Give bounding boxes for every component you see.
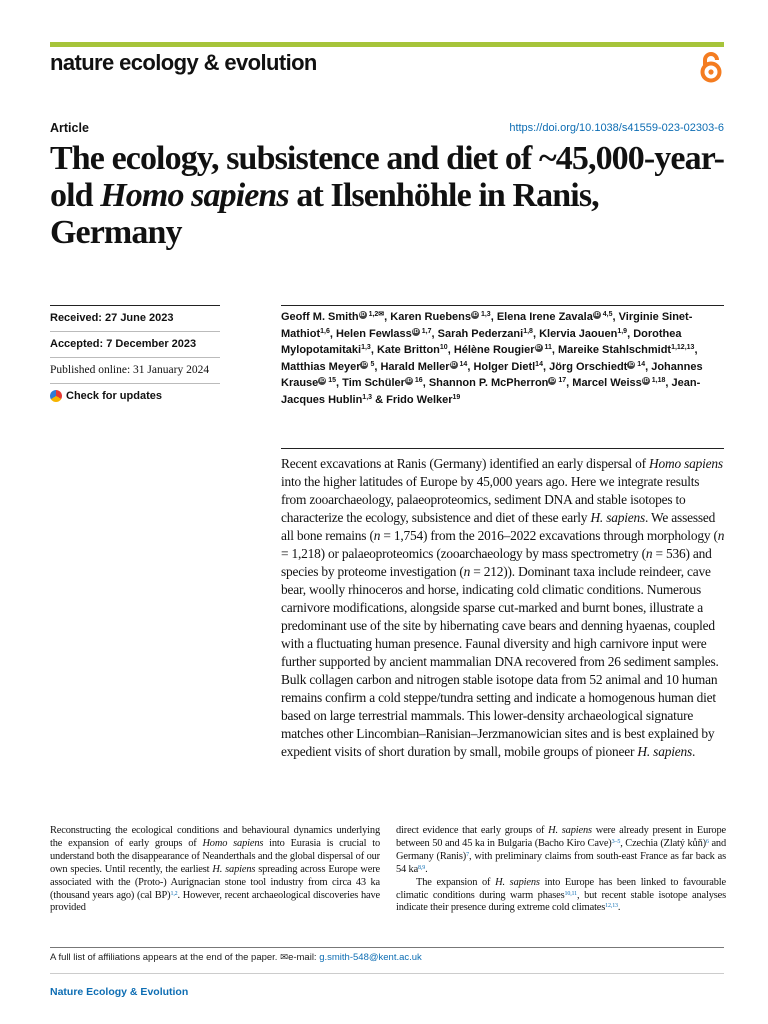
author-affiliation xyxy=(320,328,330,335)
citation-ref[interactable]: 10,11 xyxy=(564,890,578,897)
author-name: Jean-Jacques Hublin xyxy=(281,377,701,406)
citation-ref[interactable]: 1,2 xyxy=(170,890,178,897)
article-type-label: Article xyxy=(50,121,89,135)
author[interactable] xyxy=(336,328,432,340)
affiliation-number: 1,18 xyxy=(651,377,666,385)
author-affiliation xyxy=(471,311,491,318)
author[interactable] xyxy=(454,344,552,356)
abstract-top-rule xyxy=(281,448,724,449)
author-name: Kate Britton xyxy=(376,344,440,357)
open-access-lock-icon xyxy=(698,52,724,84)
italic-text: H. sapiens xyxy=(495,876,540,888)
affiliation-number: 1,7 xyxy=(421,327,432,335)
author-affiliation xyxy=(671,344,694,351)
body-paragraph: direct evidence that early groups of H. sapiens were already present in Europe between 50 and 45 ka in Bulgaria (Bacho Kiro Cave)$^{3-5}$, Czechia (Zlatý kůň)$^6$ and Germany (Ranis)$^7$, with preliminary claims from south-east France as far back as 54 ka$^{8,9}$. xyxy=(396,825,726,875)
body-paragraph: Reconstructing the ecological conditions and behavioural dynamics underlying the expansion of early groups of Homo sapiens into Eurasia is crucial to understand both the disappearance of Neanderthals and the global dispersal of our own species. Until recently, the earliest H. sapiens spreading across Europe were associated with the (Proto-) Aurignacian stone tool industry from circa 43 ka (thousand years ago) (cal BP)$^{1,2}$. However, recent archaeological discoveries have provided xyxy=(50,825,380,914)
author[interactable] xyxy=(438,328,533,340)
italic-text: H. sapiens xyxy=(548,825,592,836)
author[interactable] xyxy=(497,311,613,323)
author[interactable] xyxy=(549,361,645,373)
author-name: Mareike Stahlschmidt xyxy=(557,344,672,357)
affiliation-number: 4,5 xyxy=(602,311,613,318)
citation-ref[interactable]: 3–5 xyxy=(611,838,621,845)
author-name: Matthias Meyer xyxy=(281,360,361,373)
author-affiliation xyxy=(642,377,666,384)
author-affiliation xyxy=(359,311,385,318)
affiliations-footnote xyxy=(50,952,422,963)
orcid-icon: iD xyxy=(628,361,635,368)
author[interactable] xyxy=(558,344,694,356)
orcid-icon: iD xyxy=(549,378,556,385)
italic-text: n xyxy=(645,546,653,561)
italic-text: n xyxy=(717,528,725,543)
author-list: Geoff M. Smith$^{iD 1,2✉}$, Karen Ruebens$^{iD 1,3}$, Elena Irene Zavala$^{iD 4,5}$, Virginie Sinet-Mathiot$^{1,6}$, Helen Fewlass$^{iD 1,7}$, Sarah Pederzani$^{1,8}$, Klervia Jaouen$^{1,9}$, Dorothea Mylopotamitaki$^{1,3}$, Kate Britton$^{10}$, Hélène Rougier$^{iD 11}$, Mareike Stahlschmidt$^{1,12,13}$, Matthias Meyer$^{iD 5}$, Harald Meller$^{iD 14}$, Holger Dietl$^{14}$, Jörg Orschiedt$^{iD 14}$, Johannes Krause$^{iD 15}$, Tim Schüler$^{iD 16}$, Shannon P. McPherron$^{iD 17}$, Marcel Weiss$^{iD 1,18}$, Jean-Jacques Hublin$^{1,3}$ & Frido Welker$^{19}$ xyxy=(281,311,703,406)
author-affiliation xyxy=(523,328,533,335)
author-affiliation xyxy=(360,361,374,368)
check-for-updates-icon xyxy=(50,390,62,402)
envelope-icon: ✉ xyxy=(378,311,385,318)
orcid-icon: iD xyxy=(413,328,419,335)
orcid-icon: iD xyxy=(406,378,412,385)
affiliation-number: 17 xyxy=(558,377,567,385)
author-name: Virginie Sinet-Mathiot xyxy=(281,311,693,340)
envelope-icon: ✉ xyxy=(280,952,289,963)
corresponding-email-link[interactable]: g.smith-548@kent.ac.uk xyxy=(319,952,422,963)
author[interactable] xyxy=(539,328,627,340)
author-affiliation xyxy=(593,311,613,318)
affiliation-number: 1,12,13 xyxy=(671,344,695,352)
author[interactable] xyxy=(342,377,423,389)
italic-text: Homo sapiens xyxy=(649,456,723,471)
body-column-right xyxy=(396,825,726,915)
author-affiliation xyxy=(453,394,461,401)
italic-text: H. sapiens xyxy=(590,510,645,525)
footer-journal-name: Nature Ecology & Evolution xyxy=(50,986,189,998)
author-name: Dorothea Mylopotamitaki xyxy=(281,327,682,357)
footnote-rule xyxy=(50,947,724,948)
author-affiliation xyxy=(627,361,645,368)
title-part-2: at Ilsenhöhle in Ranis, Germany xyxy=(50,177,599,251)
orcid-icon: iD xyxy=(359,312,366,318)
affiliation-number: 10 xyxy=(439,344,448,352)
citation-ref[interactable]: 12,13 xyxy=(605,903,618,910)
title-part-1: The ecology, subsistence and diet of ~45,000-year-old xyxy=(50,140,725,214)
title-italic: Homo sapiens xyxy=(100,177,289,214)
orcid-icon: iD xyxy=(535,345,542,352)
published-date: Published online: 31 January 2024 xyxy=(50,364,210,376)
affiliation-number: 1,9 xyxy=(617,327,628,335)
accepted-date: Accepted: 7 December 2023 xyxy=(50,338,197,350)
author-affiliation xyxy=(412,328,432,335)
author-affiliation xyxy=(318,377,336,384)
footer-rule xyxy=(50,973,724,974)
author-affiliation xyxy=(361,344,371,351)
orcid-icon: iD xyxy=(361,361,368,368)
journal-accent-bar xyxy=(50,42,724,47)
orcid-icon: iD xyxy=(319,378,326,385)
author-name: Tim Schüler xyxy=(342,377,405,390)
author[interactable] xyxy=(380,361,467,373)
author-affiliation xyxy=(362,394,372,401)
body-paragraph: The expansion of H. sapiens into Europe has been linked to favourable climatic conditions during warm phases$^{10,11}$, but recent stable isotope analyses indicate their presence during extreme cold climates$^{12,13}$. xyxy=(396,876,727,914)
author-name: Geoff M. Smith xyxy=(281,311,359,323)
email-prefix: e-mail: xyxy=(288,952,320,963)
author-affiliation xyxy=(535,361,543,368)
author-affiliation xyxy=(535,344,552,351)
author-name: Sarah Pederzani xyxy=(437,327,524,340)
author-name: Shannon P. McPherron xyxy=(428,377,549,390)
orcid-icon: iD xyxy=(643,378,649,385)
author-affiliation xyxy=(405,377,423,384)
author-name: Johannes Krause xyxy=(281,360,703,390)
affiliation-number: 5 xyxy=(370,360,375,368)
author[interactable] xyxy=(429,377,566,389)
author[interactable] xyxy=(390,311,490,323)
affiliation-number: 1,8 xyxy=(523,327,533,335)
check-for-updates-button[interactable] xyxy=(50,384,220,408)
citation-ref[interactable]: 6 xyxy=(705,838,709,845)
authors-top-rule xyxy=(281,305,724,306)
author-affiliation xyxy=(617,328,627,335)
affiliation-number: 1,3 xyxy=(361,344,371,352)
author-name: Karen Ruebens xyxy=(390,311,471,323)
publication-dates xyxy=(50,305,220,408)
italic-text: n xyxy=(463,564,471,579)
author[interactable] xyxy=(281,311,384,323)
italic-text: Homo sapiens xyxy=(202,837,264,849)
author-name: Frido Welker xyxy=(386,393,453,406)
abstract: Recent excavations at Ranis (Germany) identified an early dispersal of Homo sapiens into the higher latitudes of Europe by 45,000 years ago. Here we integrate results from zooarchaeology, palaeoproteomics, sediment DNA and stable isotopes to characterize the ecology, subsistence and diet of these early H. sapiens. We assessed all bone remains (n = 1,754) from the 2016–2022 excavations through morphology (n = 1,218) or palaeoproteomics (zooarchaeology by mass spectrometry (n = 536) and species by proteome investigation (n = 212)). Dominant taxa include reindeer, cave bear, woolly rhinoceros and horse, indicating cold climatic conditions. Numerous carnivore modifications, alongside sparse cut-marked and burnt bones, illustrate a predominant use of the site by hibernating cave bears and denning hyaenas, coupled with a fluctuating human presence. Faunal diversity and high carnivore input were further supported by ancient mammalian DNA recovered from 26 sediment samples. Bulk collagen carbon and nitrogen stable isotope data from 52 animal and 10 human remains confirm a cold steppe/tundra setting and indicate a homogenous human diet based on large terrestrial mammals. This lower-density archaeological signature matches other Lincombian–Ranisian–Jerzmanowician sites and is best explained by expedient visits of short duration by small, mobile groups of pioneer H. sapiens. xyxy=(281,456,725,759)
italic-text: H. sapiens xyxy=(212,863,256,875)
author[interactable] xyxy=(377,344,448,356)
author[interactable] xyxy=(281,361,374,373)
footnote-text: A full list of affiliations appears at the end of the paper. xyxy=(50,952,281,963)
affiliation-number: 14 xyxy=(637,360,646,368)
doi-link[interactable]: https://doi.org/10.1038/s41559-023-02303-6 xyxy=(509,122,724,134)
author-name: Elena Irene Zavala xyxy=(496,311,593,323)
check-for-updates-label: Check for updates xyxy=(66,390,162,402)
affiliation-number: 1,2 xyxy=(368,311,379,318)
orcid-icon: iD xyxy=(472,312,478,318)
author-name: Jörg Orschiedt xyxy=(549,360,628,373)
affiliation-number: 1,3 xyxy=(480,311,491,318)
journal-name: nature ecology & evolution xyxy=(50,50,317,75)
body-column-left xyxy=(50,825,380,915)
affiliation-number: 16 xyxy=(414,377,423,385)
affiliation-number: 1,6 xyxy=(320,327,330,335)
author-name: Marcel Weiss xyxy=(572,377,642,390)
author-name: Hélène Rougier xyxy=(453,344,535,357)
author[interactable] xyxy=(572,377,665,389)
article-title xyxy=(50,140,730,251)
author[interactable] xyxy=(473,361,543,373)
affiliation-number: 11 xyxy=(544,344,552,352)
orcid-icon: iD xyxy=(450,361,457,368)
author-name: Holger Dietl xyxy=(473,360,536,373)
author-name: Helen Fewlass xyxy=(335,327,412,340)
author[interactable] xyxy=(386,394,460,406)
citation-ref[interactable]: 8,9 xyxy=(418,864,426,871)
affiliation-number: 19 xyxy=(452,393,461,401)
author-affiliation xyxy=(548,377,566,384)
affiliation-number: 15 xyxy=(328,377,337,385)
citation-ref[interactable]: 7 xyxy=(466,851,469,858)
author-affiliation xyxy=(450,361,468,368)
received-date: Received: 27 June 2023 xyxy=(50,312,174,324)
author-affiliation xyxy=(440,344,448,351)
affiliation-number: 14 xyxy=(535,360,543,368)
italic-text: n xyxy=(373,528,381,543)
italic-text: H. sapiens xyxy=(637,744,692,759)
affiliation-number: 14 xyxy=(459,360,468,368)
author-name: Harald Meller xyxy=(380,360,450,373)
affiliation-number: 1,3 xyxy=(362,393,373,401)
orcid-icon: iD xyxy=(594,312,600,318)
author-name: Klervia Jaouen xyxy=(539,327,618,340)
